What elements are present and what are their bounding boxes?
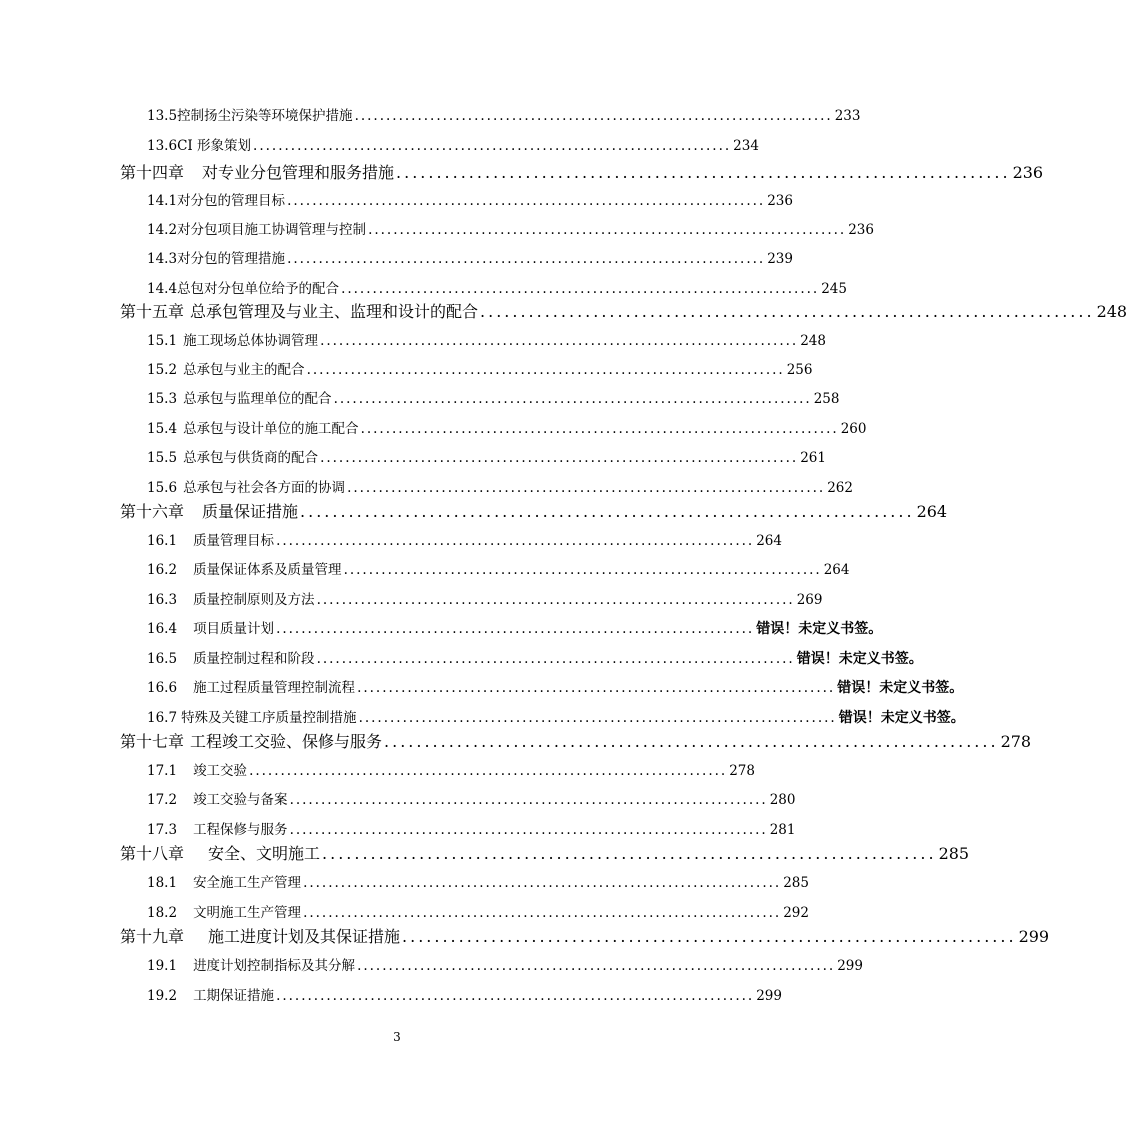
dot-leader: ............................................................................ (322, 844, 937, 863)
entry-title: 质量管理目标 (193, 533, 275, 549)
entry-page: 264 (823, 562, 850, 578)
entry-title: 文明施工生产管理 (193, 905, 302, 921)
entry-title: 工程保修与服务 (193, 822, 288, 838)
dot-leader: ............................................................................ (276, 988, 755, 1004)
entry-title: 总承包与监理单位的配合 (183, 391, 332, 407)
entry-number: 16.2 (147, 562, 178, 578)
toc-chapter-15[interactable] (120, 299, 1127, 322)
chapter-page: 248 (1096, 302, 1127, 321)
chapter-number: 第十五章 (120, 302, 185, 321)
entry-number: 16.7 (147, 710, 178, 726)
entry-title: 对分包的管理目标 (177, 193, 286, 209)
entry-number: 15.1 (147, 333, 178, 349)
entry-page: 239 (767, 251, 793, 267)
chapter-title: 质量保证措施 (202, 502, 299, 521)
entry-number: 15.4 (147, 421, 178, 437)
dot-leader: ............................................................................ (253, 138, 732, 154)
toc-entry-16-7[interactable] (147, 706, 965, 727)
chapter-page: 278 (1000, 732, 1032, 751)
entry-page: 258 (813, 391, 840, 407)
dot-leader: ............................................................................ (320, 450, 799, 466)
entry-title: 控制扬尘污染等环境保护措施 (177, 108, 353, 124)
entry-title: 施工过程质量管理控制流程 (193, 680, 356, 696)
toc-entry-14-4[interactable] (147, 277, 847, 297)
chapter-title: 对专业分包管理和服务措施 (202, 163, 395, 182)
dot-leader: ............................................................................ (276, 621, 755, 637)
entry-number: 16.5 (147, 651, 178, 667)
chapter-number: 第十九章 (120, 927, 185, 946)
entry-page-error: 错误！未定义书签。 (796, 651, 923, 667)
dot-leader: ............................................................................ (276, 533, 755, 549)
toc-entry-15-2[interactable] (147, 358, 813, 378)
toc-entry-13-5[interactable] (147, 104, 861, 124)
entry-title: 安全施工生产管理 (193, 875, 302, 891)
toc-chapter-17[interactable] (120, 729, 1032, 752)
chapter-page: 285 (938, 844, 970, 863)
chapter-page: 299 (1018, 927, 1050, 946)
chapter-number: 第十四章 (120, 163, 185, 182)
entry-page: 245 (821, 281, 847, 297)
entry-title: 质量控制原则及方法 (193, 592, 315, 608)
entry-page: 236 (848, 222, 874, 238)
toc-entry-16-5[interactable] (147, 647, 923, 668)
entry-page: 260 (840, 421, 867, 437)
dot-leader: ............................................................................ (368, 222, 847, 238)
dot-leader: ............................................................................ (357, 680, 836, 696)
entry-number: 13.6 (147, 138, 178, 154)
entry-title: CI 形象策划 (177, 138, 252, 154)
chapter-number: 第十八章 (120, 844, 185, 863)
toc-entry-15-5[interactable] (147, 446, 826, 466)
entry-title: 总承包与社会各方面的协调 (183, 480, 346, 496)
toc-entry-17-3[interactable] (147, 818, 796, 838)
entry-number: 17.1 (147, 763, 178, 779)
dot-leader: ............................................................................ (358, 710, 837, 726)
entry-number: 16.3 (147, 592, 178, 608)
dot-leader: ............................................................................ (320, 333, 799, 349)
entry-title: 总承包与业主的配合 (183, 362, 305, 378)
chapter-title: 施工进度计划及其保证措施 (208, 927, 401, 946)
entry-number: 16.1 (147, 533, 178, 549)
chapter-page: 236 (1012, 163, 1044, 182)
entry-number: 15.3 (147, 391, 178, 407)
toc-entry-17-2[interactable] (147, 788, 796, 808)
dot-leader: ............................................................................ (306, 362, 785, 378)
toc-entry-14-2[interactable] (147, 218, 874, 238)
dot-leader: ............................................................................ (341, 281, 820, 297)
toc-chapter-19[interactable] (120, 924, 1050, 947)
entry-page: 261 (800, 450, 826, 466)
chapter-number: 第十六章 (120, 502, 185, 521)
entry-page: 285 (783, 875, 809, 891)
entry-number: 19.1 (147, 958, 178, 974)
entry-number: 14.1 (147, 193, 178, 209)
entry-page-error: 错误！未定义书签。 (837, 680, 964, 696)
entry-title: 施工现场总体协调管理 (183, 333, 319, 349)
toc-chapter-16[interactable] (120, 499, 948, 522)
dot-leader: ............................................................................ (354, 108, 833, 124)
toc-entry-16-3[interactable] (147, 588, 823, 608)
page-number: 3 (393, 1030, 401, 1044)
entry-number: 15.6 (147, 480, 178, 496)
entry-number: 15.5 (147, 450, 178, 466)
dot-leader: ............................................................................ (384, 732, 999, 751)
entry-title: 竣工交验与备案 (193, 792, 288, 808)
entry-title: 工期保证措施 (193, 988, 275, 1004)
entry-number: 18.2 (147, 905, 178, 921)
entry-number: 18.1 (147, 875, 178, 891)
toc-chapter-18[interactable] (120, 841, 970, 864)
toc-entry-14-3[interactable] (147, 247, 793, 267)
entry-page: 233 (834, 108, 861, 124)
dot-leader: ............................................................................ (347, 480, 826, 496)
entry-number: 14.4 (147, 281, 178, 297)
chapter-title: 安全、文明施工 (208, 844, 321, 863)
chapter-title: 工程竣工交验、保修与服务 (190, 732, 383, 751)
entry-page: 280 (769, 792, 796, 808)
entry-page-error: 错误！未定义书签。 (756, 621, 883, 637)
entry-page: 264 (756, 533, 782, 549)
entry-title: 质量控制过程和阶段 (193, 651, 315, 667)
entry-title: 进度计划控制指标及其分解 (193, 958, 356, 974)
toc-entry-18-1[interactable] (147, 871, 809, 891)
entry-page: 299 (837, 958, 863, 974)
entry-number: 15.2 (147, 362, 178, 378)
dot-leader: ............................................................................ (396, 163, 1011, 182)
entry-page: 278 (729, 763, 755, 779)
entry-number: 17.2 (147, 792, 178, 808)
chapter-page: 264 (916, 502, 948, 521)
entry-title: 特殊及关键工序质量控制措施 (181, 710, 357, 726)
entry-number: 19.2 (147, 988, 178, 1004)
entry-page: 256 (786, 362, 813, 378)
toc-entry-19-1[interactable] (147, 954, 863, 974)
chapter-title: 总承包管理及与业主、监理和设计的配合 (190, 302, 479, 321)
dot-leader: ............................................................................ (316, 592, 795, 608)
toc-entry-18-2[interactable] (147, 901, 809, 921)
entry-title: 总承包与供货商的配合 (183, 450, 319, 466)
toc-entry-13-6[interactable] (147, 134, 759, 154)
entry-page: 234 (733, 138, 759, 154)
entry-number: 14.3 (147, 251, 178, 267)
toc-entry-16-4[interactable] (147, 617, 883, 638)
toc-entry-17-1[interactable] (147, 759, 755, 779)
dot-leader: ............................................................................ (300, 502, 915, 521)
dot-leader: ............................................................................ (357, 958, 836, 974)
dot-leader: ............................................................................ (402, 927, 1017, 946)
entry-title: 总包对分包单位给予的配合 (177, 281, 340, 297)
entry-page: 292 (783, 905, 809, 921)
entry-title: 竣工交验 (193, 763, 248, 779)
toc-entry-14-1[interactable] (147, 189, 793, 209)
entry-number: 13.5 (147, 108, 178, 124)
entry-title: 质量保证体系及质量管理 (193, 562, 342, 578)
dot-leader: ............................................................................ (287, 193, 766, 209)
dot-leader: ............................................................................ (289, 822, 768, 838)
entry-page: 299 (756, 988, 782, 1004)
entry-page-error: 错误！未定义书签。 (838, 710, 965, 726)
chapter-number: 第十七章 (120, 732, 185, 751)
dot-leader: ............................................................................ (480, 302, 1095, 321)
toc-entry-16-6[interactable] (147, 676, 964, 697)
entry-page: 236 (767, 193, 793, 209)
toc-chapter-14[interactable] (120, 160, 1044, 183)
dot-leader: ............................................................................ (287, 251, 766, 267)
toc-entry-15-3[interactable] (147, 387, 840, 407)
dot-leader: ............................................................................ (333, 391, 812, 407)
entry-title: 对分包项目施工协调管理与控制 (177, 222, 367, 238)
entry-page: 269 (796, 592, 823, 608)
entry-title: 总承包与设计单位的施工配合 (183, 421, 359, 437)
toc-entry-19-2[interactable] (147, 984, 782, 1004)
dot-leader: ............................................................................ (303, 875, 782, 891)
toc-entry-15-6[interactable] (147, 476, 853, 496)
toc-entry-15-1[interactable] (147, 329, 826, 349)
toc-entry-16-1[interactable] (147, 529, 782, 549)
dot-leader: ............................................................................ (249, 763, 728, 779)
toc-entry-15-4[interactable] (147, 417, 867, 437)
toc-entry-16-2[interactable] (147, 558, 850, 578)
entry-page: 262 (827, 480, 853, 496)
entry-number: 14.2 (147, 222, 178, 238)
entry-number: 16.6 (147, 680, 178, 696)
entry-title: 对分包的管理措施 (177, 251, 286, 267)
entry-page: 248 (800, 333, 826, 349)
dot-leader: ............................................................................ (316, 651, 795, 667)
dot-leader: ............................................................................ (289, 792, 768, 808)
entry-page: 281 (769, 822, 796, 838)
entry-number: 17.3 (147, 822, 178, 838)
dot-leader: ............................................................................ (303, 905, 782, 921)
dot-leader: ............................................................................ (360, 421, 839, 437)
dot-leader: ............................................................................ (343, 562, 822, 578)
entry-title: 项目质量计划 (193, 621, 275, 637)
entry-number: 16.4 (147, 621, 178, 637)
